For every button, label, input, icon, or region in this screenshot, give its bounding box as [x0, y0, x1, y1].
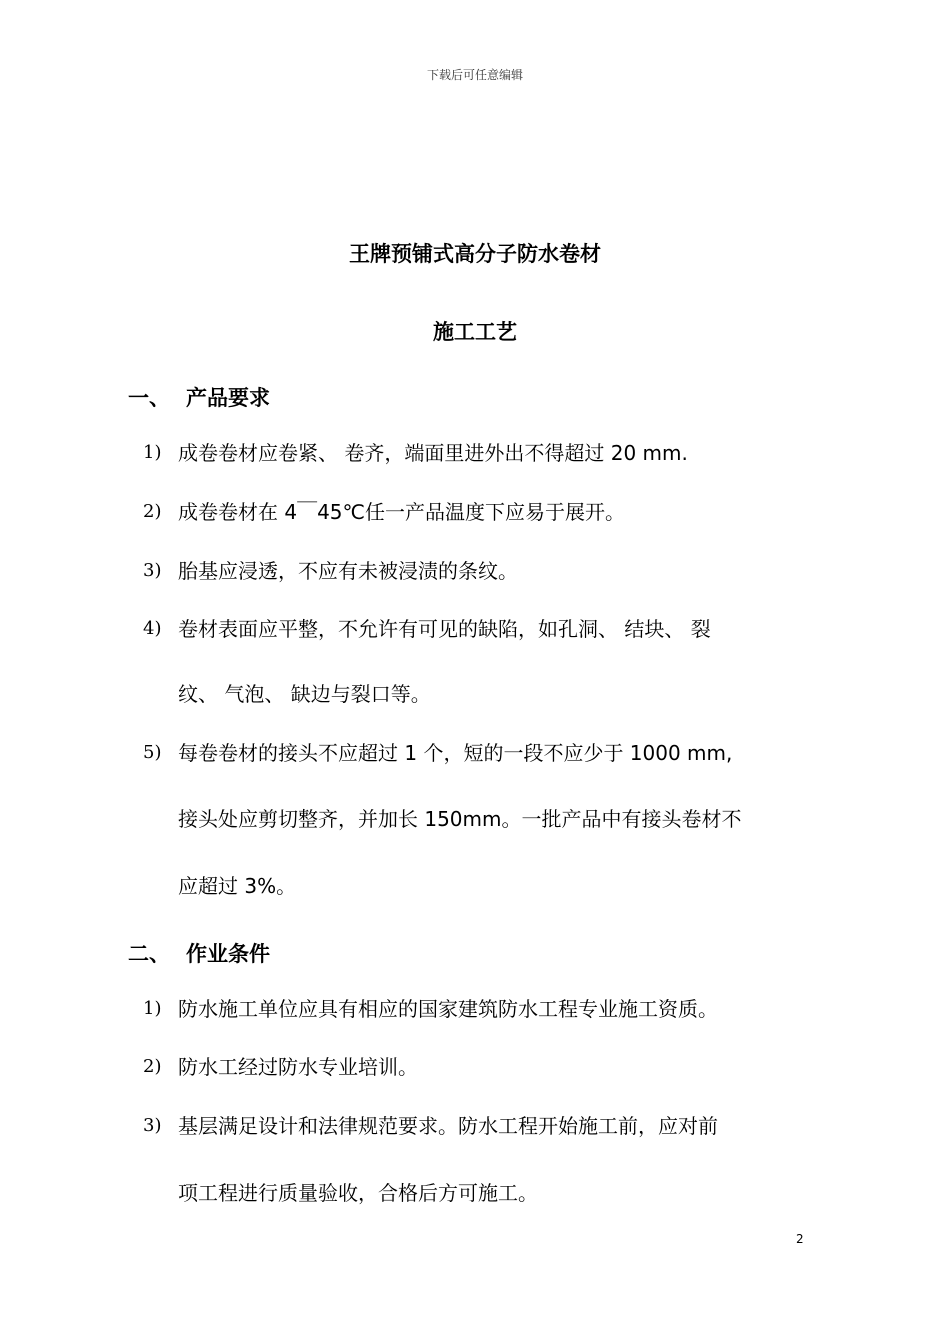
item-index: 3) [143, 1115, 162, 1136]
item-text-line: 项工程进行质量验收，合格后方可施工。 [178, 1181, 538, 1205]
item-text-line: 卷材表面应平整，不允许有可见的缺陷，如孔洞、 结块、 裂 [178, 617, 711, 641]
document-title: 王牌预铺式高分子防水卷材 [349, 242, 601, 266]
item-text-line: 成卷卷材应卷紧、 卷齐，端面里进外出不得超过 20 mm. [178, 441, 688, 465]
header-note: 下载后可任意编辑 [426, 68, 523, 82]
item-text-line: 纹、 气泡、 缺边与裂口等。 [178, 682, 431, 706]
item-text-line: 接头处应剪切整齐，并加长 150mm。一批产品中有接头卷材不 [178, 807, 742, 831]
item-index: 4) [143, 618, 162, 639]
document-subtitle: 施工工艺 [433, 320, 517, 344]
item-text-line: 防水工经过防水专业培训。 [178, 1055, 418, 1079]
section-number: 一、 [128, 386, 170, 410]
page-number: 2 [796, 1232, 804, 1246]
section-title: 作业条件 [186, 942, 270, 966]
item-text-line: 应超过 3%。 [178, 874, 297, 898]
item-index: 2) [143, 1056, 162, 1077]
section-heading-product-requirements [128, 382, 270, 412]
item-index: 2) [143, 501, 162, 522]
section-heading-working-conditions [128, 938, 270, 968]
item-text-line: 防水施工单位应具有相应的国家建筑防水工程专业施工资质。 [178, 997, 718, 1021]
item-index: 3) [143, 560, 162, 581]
item-text-line: 每卷卷材的接头不应超过 1 个，短的一段不应少于 1000 mm, [178, 741, 733, 765]
item-index: 5) [143, 742, 162, 763]
section-number: 二、 [128, 942, 170, 966]
section-title: 产品要求 [186, 386, 270, 410]
item-index: 1) [143, 442, 162, 463]
item-index: 1) [143, 998, 162, 1019]
item-text-line: 成卷卷材在 4￣45℃任一产品温度下应易于展开。 [178, 500, 625, 524]
item-text-line: 胎基应浸透，不应有未被浸渍的条纹。 [178, 559, 518, 583]
item-text-line: 基层满足设计和法律规范要求。防水工程开始施工前，应对前 [178, 1114, 718, 1138]
